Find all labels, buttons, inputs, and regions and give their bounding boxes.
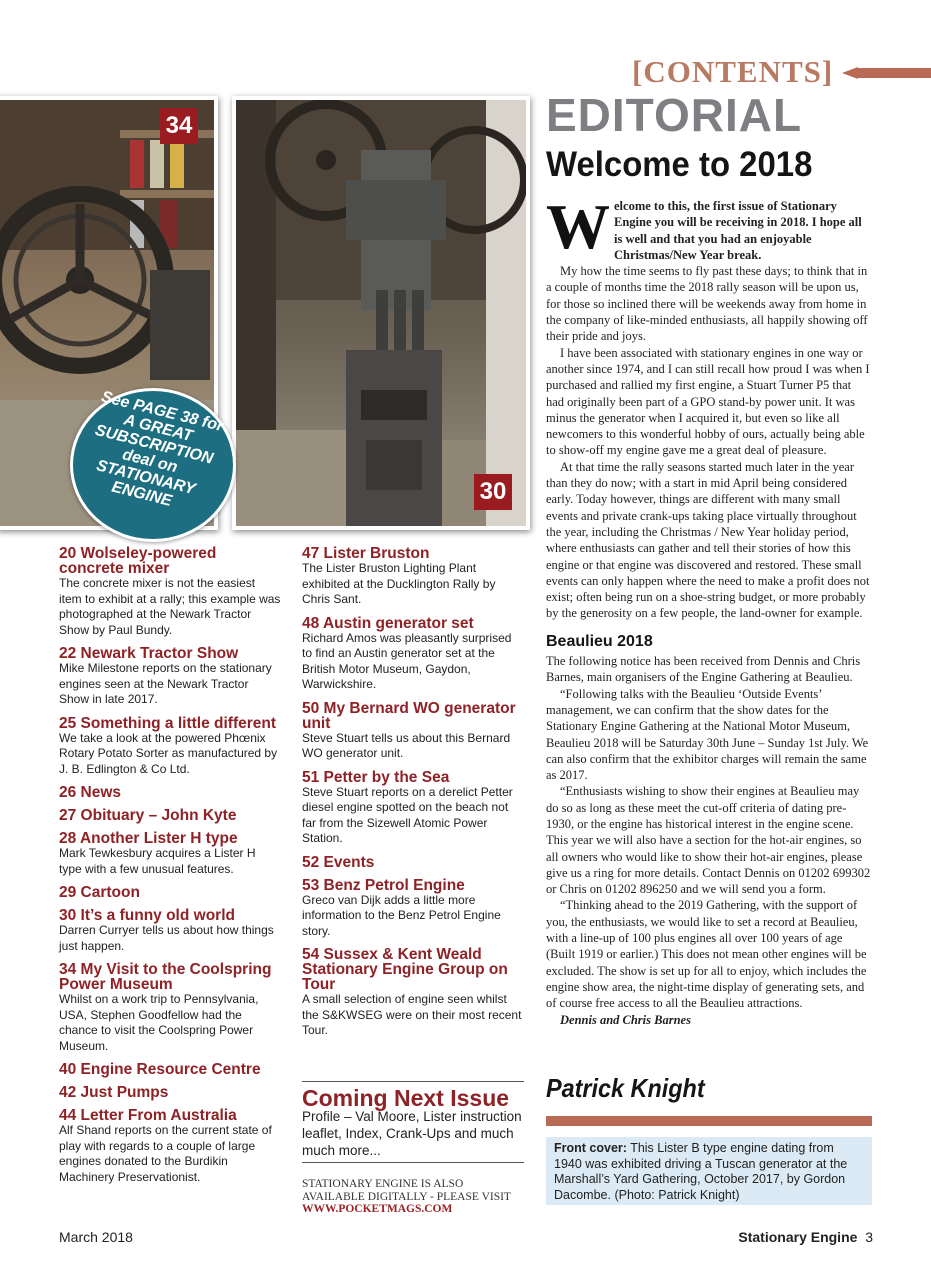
cover-text: This Lister B type engine dating from 1940 was exhibited driving a Tuscan generator at the Marshall’s Yard Gathering, October 2017, by Gordon Dacombe. (Photo: Patrick Knight) [554,1141,848,1202]
toc-item-title: 26 News [59,784,122,801]
toc-item-title: 40 Engine Resource Centre [59,1061,261,1078]
cover-label: Front cover: [554,1141,627,1155]
toc-item[interactable] [59,808,281,823]
toc-item-title: 44 Letter From Australia [59,1107,237,1124]
contents-arrow-icon [842,67,858,79]
section-heading: EDITORIAL [546,89,803,141]
editor-signature: Patrick Knight [546,1073,705,1103]
toc-item[interactable] [59,546,281,638]
toc-item-desc: We take a look at the powered Phœnix Rotary Potato Sorter as manufactured by J. B. Edlington & Co Ltd. [59,730,278,776]
contents-bar [858,68,931,78]
divider [302,1162,524,1163]
magazine-name: Stationary Engine [738,1229,858,1245]
toc-item-desc: Steve Stuart tells us about this Bernard WO generator unit. [302,730,511,760]
contents-tag: [CONTENTS] [632,54,834,89]
toc-item-desc: Steve Stuart reports on a derelict Petter diesel engine spotted on the beach not far from the Sizewell Atomic Power Station. [302,784,513,845]
toc-item-title: 28 Another Lister H type [59,830,238,847]
toc-item-title: 42 Just Pumps [59,1084,169,1101]
toc-item-desc: Whilst on a work trip to Pennsylvania, USA, Stephen Goodfellow had the chance to visit the Coolspring Power Museum. [59,992,259,1053]
divider [302,1081,524,1082]
toc-item-title: 20 Wolseley-powered concrete mixer [59,545,217,577]
toc-item[interactable] [302,947,524,1039]
toc-item[interactable] [59,1085,281,1100]
toc-item[interactable] [59,962,281,1054]
subheading: Beaulieu 2018 [546,632,653,650]
paragraph: “Enthusiasts wishing to show their engines at Beaulieu may do so as long as these meet the cut-off criteria of dating pre-1930, or the engine has historical interest in the engine scene. This year we will also have a section for the hot-air engines, so all owners who would like to show their hot-air engines, please give us a ring for more details. Contact Dennis on 01202 699302 or Chris on 01202 896250 and we will send you a form. [546,784,871,897]
toc-item-desc: Darren Curryer tells us about how things just happen. [59,923,274,953]
issue-date: March 2018 [59,1229,133,1245]
page-badge-34: 34 [160,108,198,144]
toc-item-desc: The concrete mixer is not the easiest item to exhibit at a rally; this example was photographed at the Newark Tractor Show by Paul Bundy. [59,576,281,637]
toc-item[interactable] [302,701,524,762]
toc-item-title: 53 Benz Petrol Engine [302,876,465,894]
toc-item-desc: Richard Amos was pleasantly surprised to find an Austin generator set at the British Motor Museum, Gaydon, Warwickshire. [302,630,512,691]
toc-item-title: 30 It’s a funny old world [59,907,235,924]
toc-item-desc: Alf Shand reports on the current state of play with regards to a couple of large engines donated to the Burdikin Machinery Preservationist. [59,1123,272,1184]
paragraph: “Thinking ahead to the 2019 Gathering, with the support of you, the enthusiasts, we would like to set a record at Beaulieu, with a line-up of 100 plus engines all over 100 years of age (Built 1919 or earlier.) This does not mean other engines will be excluded. The show is set up for all to enjoy, which includes the engine show area, the night-time display of generating sets, and of course free access to all the Beaulieu attractions. [546,898,867,1011]
toc-item-title: 22 Newark Tractor Show [59,645,239,662]
toc-item[interactable] [302,878,524,940]
toc-item-title: 34 My Visit to the Coolspring Power Museum [59,961,272,993]
paragraph: At that time the rally seasons started much later in the year than they do now; with a start in mid April being considered early. Today however, things are different with many small events and private crank-ups taking place virtually throughout the year, including the Christmas / New Year holiday period, where enthusiasts can gather and tell their stories of how this engine or that engine was discovered and restored. These small events can only happen where the need to make a profit does not exist; often being run on a shoe-string budget, or more probably by the generosity on a few people, the land-owner for example. [546,459,870,621]
toc-column-right [302,546,524,1047]
digital-notice: STATIONARY ENGINE IS ALSO AVAILABLE DIGITALLY - PLEASE VISIT [302,1178,511,1203]
toc-item-title: 51 Petter by the Sea [302,768,450,786]
toc-item[interactable] [302,855,524,870]
intro-paragraph: elcome to this, the first issue of Stationary Engine you will be receiving in 2018. I hope all is well and that you had an enjoyable Christmas/New Year break. [614,199,862,262]
toc-item[interactable] [59,1062,281,1077]
pocketmags-link[interactable]: WWW.POCKETMAGS.COM [302,1203,453,1215]
coming-next-title: Coming Next Issue [302,1085,510,1111]
paragraph: The following notice has been received from Dennis and Chris Barnes, main organisers of the Engine Gathering at Beaulieu. [546,654,861,685]
paragraph: I have been associated with stationary engines in one way or another since 1974, and I can still recall how proud I was when I purchased and rallied my first engine, a Stuart Turner P5 that had originally been part of a GPO stand-by power unit. It was minus the generator when I acquired it, but even so like all newcomers to this wonderful hobby of ours, actually being able to show-off my engine gave me a great deal of pleasure. [546,345,870,458]
toc-item-title: 50 My Bernard WO generator unit [302,699,516,732]
toc-item-title: 47 Lister Bruston [302,545,430,562]
toc-item-desc: The Lister Bruston Lighting Plant exhibited at the Ducklington Rally by Chris Sant. [302,561,496,606]
toc-item-title: 54 Sussex & Kent Weald Stationary Engine Group on Tour [302,946,508,993]
footer-right [680,1229,873,1245]
toc-item[interactable] [302,616,524,693]
page-number: 3 [865,1229,873,1245]
toc-item[interactable] [59,885,281,900]
toc-item[interactable] [59,908,281,954]
paragraph: My how the time seems to fly past these days; to think that in a couple of months time the 2018 rally season will be upon us, for those so inclined there will be weekends away from home in the company of like-minded enthusiasts, all happily showing off their pride and joys. [546,264,868,344]
petter-engine-photo [232,96,530,530]
editorial-article [546,191,872,1028]
petter-engine-illustration [236,100,526,526]
toc-item[interactable] [302,770,524,847]
toc-item-title: 27 Obituary – John Kyte [59,807,237,824]
toc-item[interactable] [59,716,281,778]
cover-caption [554,1141,864,1203]
paragraph: “Following talks with the Beaulieu ‘Outside Events’ management, we can confirm that the show dates for the Stationary Engine Gathering at the National Motor Museum, Beaulieu 2018 will be Saturday 30th June – Sunday 1st July. We can also confirm that the exhibitor charges will remain the same as 2017. [546,686,869,783]
signoff: Dennis and Chris Barnes [560,1012,691,1027]
toc-item[interactable] [302,546,524,608]
toc-item-desc: Greco van Dijk adds a little more information to the Benz Petrol Engine story. [302,892,501,938]
subscription-text[interactable]: See PAGE 38 for A GREAT SUBSCRIPTION deal on STATIONARY ENGINE [93,388,226,510]
accent-rule [546,1116,872,1126]
coming-next-body: Profile – Val Moore, Lister instruction leaflet, Index, Crank-Ups and much much more... [302,1109,522,1158]
toc-item[interactable] [59,646,281,708]
toc-item-title: 25 Something a little different [59,714,277,732]
toc-item-title: 29 Cartoon [59,884,140,901]
toc-item-desc: Mark Tewkesbury acquires a Lister H type with a few unusual features. [59,846,256,876]
toc-item[interactable] [59,831,281,877]
page-title: Welcome to 2018 [546,145,813,184]
toc-item-desc: A small selection of engine seen whilst the S&KWSEG were on their most recent Tour. [302,992,522,1037]
toc-item-title: 52 Events [302,853,375,871]
toc-column-left [59,546,281,1193]
toc-item[interactable] [59,1108,281,1185]
toc-item-desc: Mike Milestone reports on the stationary engines seen at the Newark Tractor Show in late 2017. [59,661,272,706]
toc-item[interactable] [59,785,281,800]
toc-item-title: 48 Austin generator set [302,614,474,632]
page-badge-30: 30 [474,474,512,510]
drop-cap: W [546,191,610,262]
